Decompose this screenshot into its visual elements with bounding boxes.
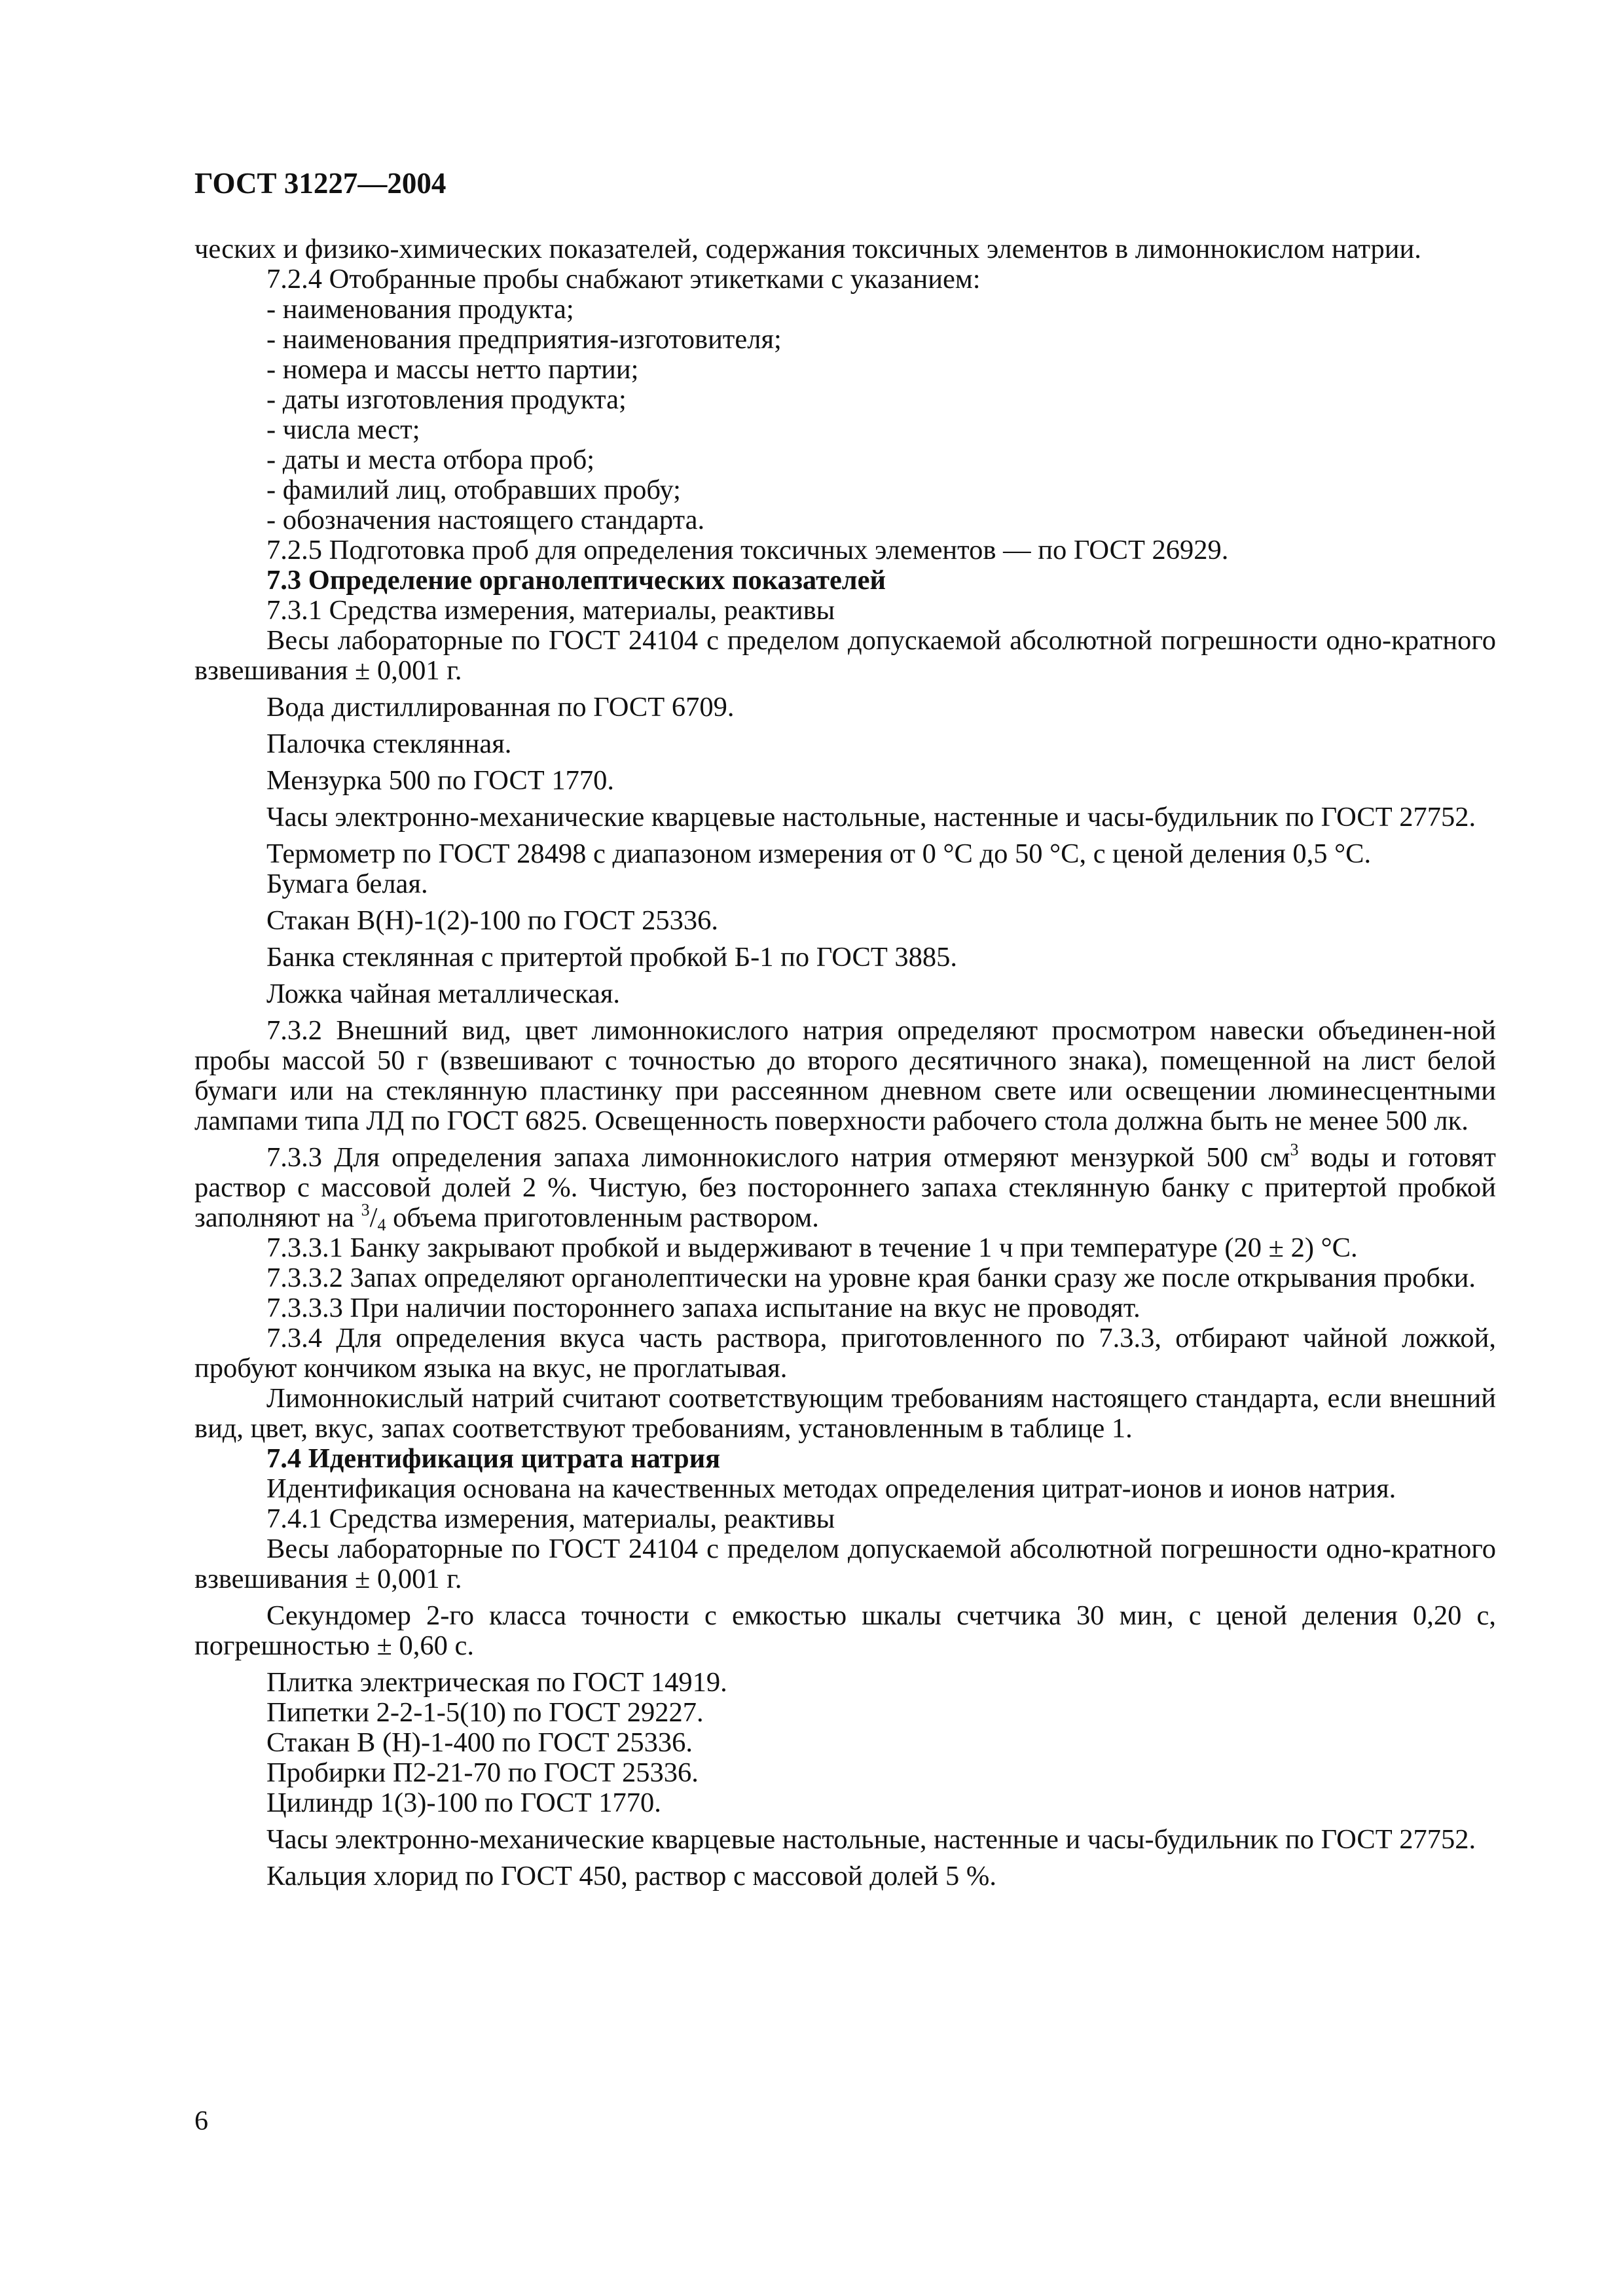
superscript: 3 [1290,1139,1299,1159]
document-body [194,234,1496,1892]
paragraph: Банка стеклянная с притертой пробкой Б-1 по ГОСТ 3885. [266,942,958,973]
fraction-separator: / [369,1202,378,1233]
text-run: воды и готовят раствор с массовой долей 2 %. Чистую, без постороннего запаха стеклянную банку с притертой пробкой заполняют на [194,1142,1496,1233]
paragraph: Цилиндр 1(3)-100 по ГОСТ 1770. [266,1787,661,1818]
paragraph: Бумага белая. [266,869,428,899]
paragraph: Вода дистиллированная по ГОСТ 6709. [266,692,735,723]
fraction-numerator: 3 [361,1200,370,1219]
paragraph: Ложка чайная металлическая. [266,978,621,1009]
paragraph: Весы лабораторные по ГОСТ 24104 с пределом допускаемой абсолютной погрешности одно-кратного взвешивания ± 0,001 г. [194,1534,1496,1594]
list-item: - даты изготовления продукта; [266,384,627,415]
paragraph: Стакан В (Н)-1-400 по ГОСТ 25336. [266,1727,693,1758]
paragraph: Мензурка 500 по ГОСТ 1770. [266,765,615,796]
paragraph: Кальция хлорид по ГОСТ 450, раствор с массовой долей 5 %. [266,1861,996,1892]
paragraph: 7.3.3.3 При наличии постороннего запаха испытание на вкус не проводят. [266,1293,1140,1323]
text-run: 7.3.3 Для определения запаха лимоннокислого натрия отмеряют мензуркой 500 см [266,1142,1290,1173]
section-heading: 7.3 Определение органолептических показателей [266,565,886,596]
document-header: ГОСТ 31227—2004 [194,167,447,200]
fraction-denominator: 4 [377,1215,386,1234]
paragraph: Термометр по ГОСТ 28498 с диапазоном измерения от 0 °С до 50 °С, с ценой деления 0,5 °С. [266,838,1372,869]
paragraph: Плитка электрическая по ГОСТ 14919. [266,1667,727,1698]
paragraph: 7.3.3.1 Банку закрывают пробкой и выдерживают в течение 1 ч при температуре (20 ± 2) °С. [266,1232,1358,1263]
list-item: - даты и места отбора проб; [266,444,595,475]
list-item: - обозначения настоящего стандарта. [266,505,705,535]
paragraph: Весы лабораторные по ГОСТ 24104 с пределом допускаемой абсолютной погрешности одно-кратного взвешивания ± 0,001 г. [194,625,1496,686]
paragraph: ческих и физико-химических показателей, содержания токсичных элементов в лимоннокислом натрии. [194,234,1421,264]
paragraph: 7.2.5 Подготовка проб для определения токсичных элементов — по ГОСТ 26929. [266,535,1229,565]
page-number: 6 [194,2106,208,2136]
paragraph: Идентификация основана на качественных методах определения цитрат-ионов и ионов натрия. [266,1473,1396,1504]
paragraph: 7.2.4 Отобранные пробы снабжают этикетками с указанием: [266,264,981,295]
paragraph: 7.3.4 Для определения вкуса часть раствора, приготовленного по 7.3.3, отбирают чайной ложкой, пробуют кончиком языка на вкус, не проглатывая. [194,1323,1496,1384]
paragraph: Пробирки П2-21-70 по ГОСТ 25336. [266,1757,699,1788]
paragraph: 7.4.1 Средства измерения, материалы, реактивы [266,1503,835,1534]
paragraph: Стакан В(Н)-1(2)-100 по ГОСТ 25336. [266,905,718,936]
paragraph: Часы электронно-механические кварцевые настольные, настенные и часы-будильник по ГОСТ 27752. [266,802,1476,833]
paragraph: 7.3.1 Средства измерения, материалы, реактивы [266,595,835,626]
list-item: - наименования продукта; [266,294,574,325]
section-heading: 7.4 Идентификация цитрата натрия [266,1443,721,1474]
text-run: объема приготовленным раствором. [386,1202,819,1233]
paragraph: Палочка стеклянная. [266,728,512,759]
paragraph-7-3-3 [194,1139,1496,1234]
list-item: - числа мест; [266,414,420,445]
list-item: - фамилий лиц, отобравших пробу; [266,475,681,505]
paragraph: Лимоннокислый натрий считают соответствующим требованиям настоящего стандарта, если внешний вид, цвет, вкус, запах соответствуют требованиям, установленным в таблице 1. [194,1383,1496,1444]
paragraph: Пипетки 2-2-1-5(10) по ГОСТ 29227. [266,1697,704,1728]
paragraph: Часы электронно-механические кварцевые настольные, настенные и часы-будильник по ГОСТ 27752. [266,1824,1476,1855]
list-item: - наименования предприятия-изготовителя; [266,324,782,355]
fraction [361,1202,386,1233]
paragraph: 7.3.3.2 Запах определяют органолептически на уровне края банки сразу же после открывания пробки. [266,1263,1476,1293]
paragraph: Секундомер 2-го класса точности с емкостью шкалы счетчика 30 мин, с ценой деления 0,20 с, погрешностью ± 0,60 с. [194,1600,1496,1661]
paragraph: 7.3.2 Внешний вид, цвет лимоннокислого натрия определяют просмотром навески объединен-ной пробы массой 50 г (взвешивают с точностью до второго десятичного знака), помещенной на лист белой бумаги или на стеклянную пластинку при рассеянном дневном свете или освещении люминесцентными лампами типа ЛД по ГОСТ 6825. Освещенность поверхности рабочего стола должна быть не менее 500 лк. [194,1015,1496,1136]
list-item: - номера и массы нетто партии; [266,354,639,385]
